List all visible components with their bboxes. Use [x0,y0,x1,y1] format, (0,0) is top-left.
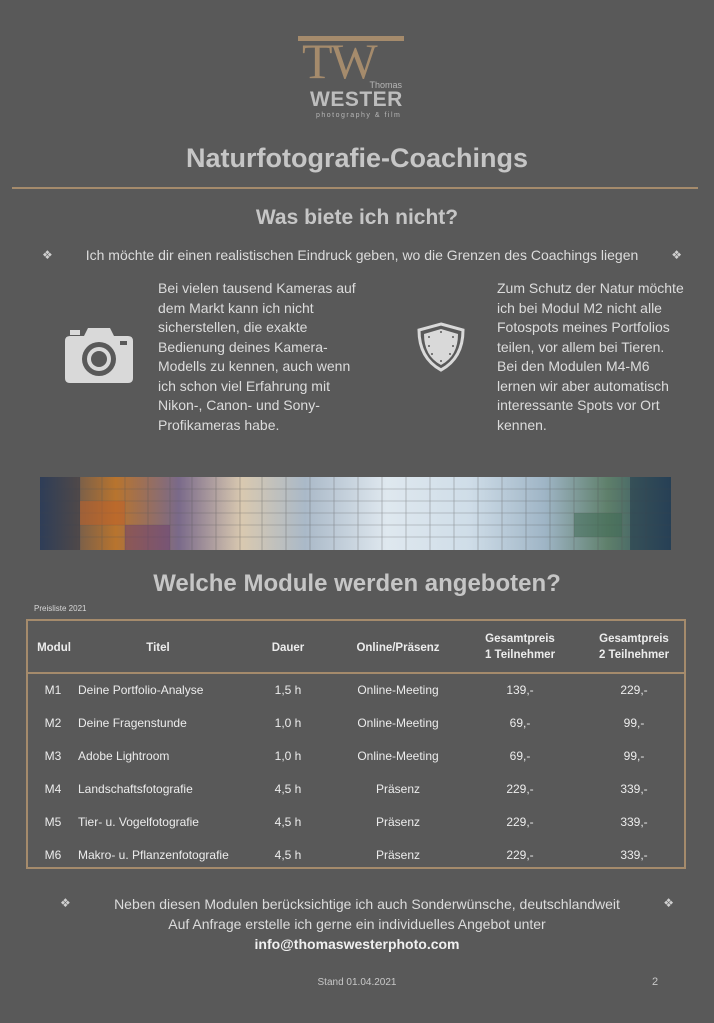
cell-title: Deine Portfolio-Analyse [78,683,204,697]
cell-mode: Online-Meeting [357,683,439,697]
logo-letters: TW [302,33,376,89]
cell-price-2: 99,- [623,749,645,763]
footer-line-1 [60,896,674,912]
cell-title: Deine Fragenstunde [78,716,187,730]
cell-price-1: 229,- [506,848,534,862]
cell-duration: 4,5 h [274,815,302,829]
cell-price-1: 229,- [506,815,534,829]
camera-icon [64,322,134,384]
table-row [28,716,684,736]
cell-modul: M6 [44,848,62,862]
footer-special-requests-text: Neben diesen Modulen berücksichtige ich auch Sonderwünsche, deutschlandweit [114,896,620,912]
logo-tagline: photography & film [316,112,402,119]
cell-price-2: 99,- [623,716,645,730]
header-online-praesenz: Online/Präsenz [356,642,440,654]
header-price-2-line1: Gesamtpreis [599,633,669,645]
cell-title: Landschaftsfotografie [78,782,193,796]
header-modul: Modul [37,642,71,654]
diamond-bullet-icon: ❖ [663,896,674,910]
section-heading-not-offered: Was biete ich nicht? [255,206,459,229]
modules-table [26,619,686,869]
cell-mode: Präsenz [375,848,421,862]
intro-text: Ich möchte dir einen realistischen Eindruck geben, wo die Grenzen des Coachings liegen [85,247,639,263]
title-divider [12,187,698,189]
cell-title: Makro- u. Pflanzenfotografie [78,848,229,862]
diamond-bullet-icon: ❖ [42,248,53,262]
table-row [28,815,684,835]
cell-duration: 4,5 h [274,848,302,862]
cell-modul: M2 [44,716,62,730]
cell-modul: M1 [44,683,62,697]
logo-last-name: WESTER [310,88,403,111]
diamond-bullet-icon: ❖ [60,896,71,910]
cell-title: Adobe Lightroom [78,749,170,763]
cell-title: Tier- u. Vogelfotografie [78,815,199,829]
cell-duration: 1,0 h [274,716,302,730]
cell-modul: M4 [44,782,62,796]
portfolio-collage-image [40,477,671,550]
header-dauer: Dauer [271,642,305,654]
header-price-1-line2: 1 Teilnehmer [484,649,556,661]
spot-protection-text: Zum Schutz der Natur möchte ich bei Modul M2 nicht alle Fotospots meines Portfolios teilen, vor allem bei Tieren. Bei den Modulen M4-M6 lernen wir aber automatisch interessante Spots vor Ort kennen. [497,280,684,433]
shield-icon [417,322,465,372]
camera-limitation-text: Bei vielen tausend Kameras auf dem Markt kann ich nicht sicherstellen, die exakte Bedienung deines Kamera-Modells zu kennen, auch wenn ich schon viel Erfahrung mit Nikon-, Canon- und Sony-Profikameras habe. [158,280,356,433]
table-row [28,848,684,868]
contact-email[interactable]: info@thomaswesterphoto.com [254,936,460,952]
cell-price-1: 69,- [509,749,531,763]
cell-price-2: 229,- [620,683,648,697]
page-number: 2 [652,976,659,988]
diamond-bullet-icon: ❖ [671,248,682,262]
footer-offer-text: Auf Anfrage erstelle ich gerne ein individuelles Angebot unter [168,916,546,932]
cell-duration: 1,5 h [274,683,302,697]
page-title: Naturfotografie-Coachings [185,143,528,173]
cell-price-1: 69,- [509,716,531,730]
cell-mode: Präsenz [375,815,421,829]
pricelist-label: Preisliste 2021 [34,604,87,613]
header-price-1 [470,631,570,663]
header-price-2 [584,631,684,663]
section-heading-modules: Welche Module werden angeboten? [153,570,561,597]
cell-mode: Präsenz [375,782,421,796]
cell-duration: 4,5 h [274,782,302,796]
header-price-1-line1: Gesamtpreis [485,633,555,645]
cell-price-1: 229,- [506,782,534,796]
logo [296,34,406,124]
cell-price-2: 339,- [620,782,648,796]
cell-mode: Online-Meeting [357,749,439,763]
table-row [28,749,684,769]
cell-modul: M3 [44,749,62,763]
intro-line [42,247,682,263]
cell-modul: M5 [44,815,62,829]
table-row [28,782,684,802]
cell-duration: 1,0 h [274,749,302,763]
table-header-divider [28,672,684,674]
cell-mode: Online-Meeting [357,716,439,730]
header-titel: Titel [146,642,170,654]
date-stamp: Stand 01.04.2021 [317,977,397,988]
cell-price-2: 339,- [620,848,648,862]
header-price-2-line2: 2 Teilnehmer [598,649,670,661]
cell-price-2: 339,- [620,815,648,829]
cell-price-1: 139,- [506,683,534,697]
table-row [28,683,684,703]
logo-first-name: Thomas [369,80,402,90]
